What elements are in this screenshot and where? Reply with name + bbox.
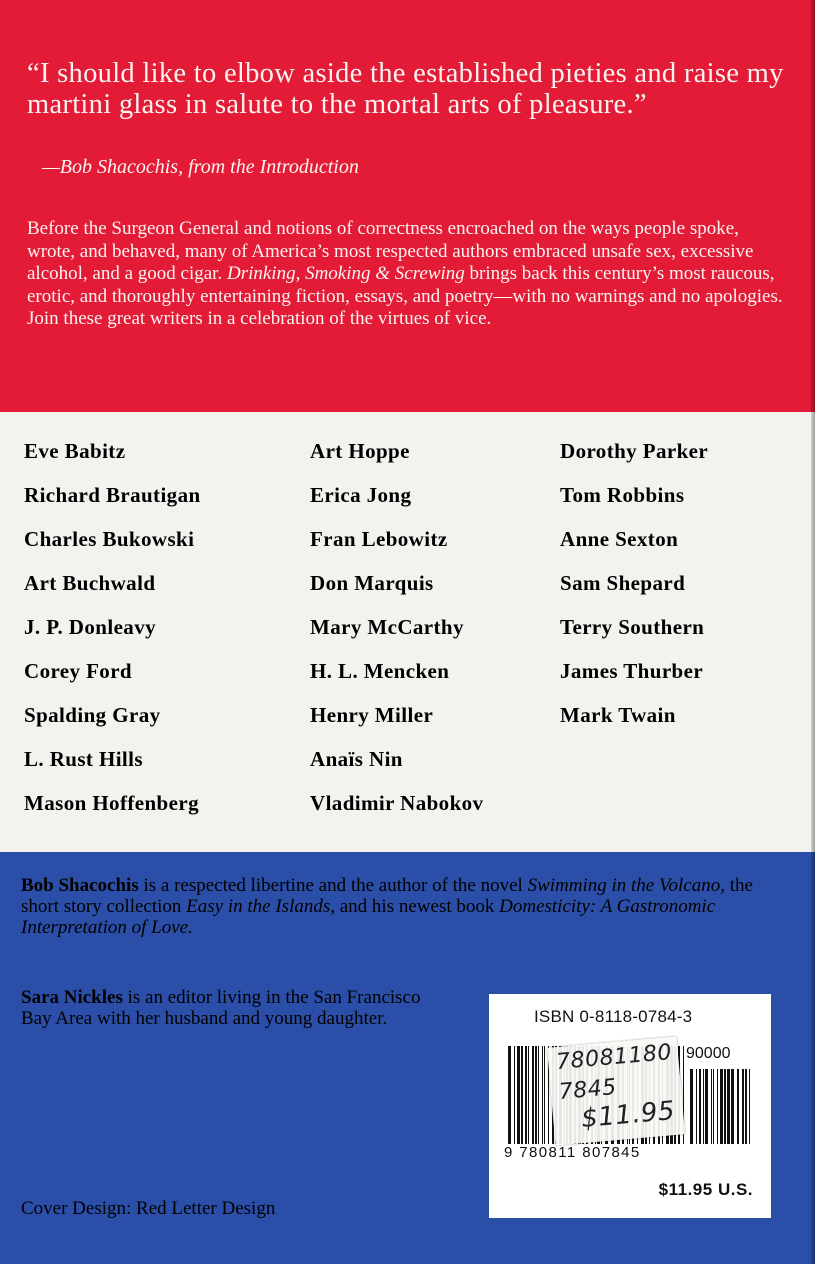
author-name: Art Buchwald [24, 571, 156, 595]
author-name: Tom Robbins [560, 483, 685, 507]
author-name: Dorothy Parker [560, 439, 709, 463]
author-name: Erica Jong [310, 483, 412, 507]
sticker-line: 7845 [557, 1074, 618, 1105]
bio-text: is a respected libertine and the author of the novel [143, 875, 523, 896]
handwritten-price-sticker [547, 1037, 685, 1146]
author-name: Don Marquis [310, 571, 434, 595]
barcode-bar [690, 1069, 693, 1144]
barcode-bar [699, 1069, 701, 1144]
barcode-bar [544, 1046, 545, 1144]
author-name: Charles Bukowski [24, 527, 195, 551]
author-column-1 [24, 437, 201, 833]
barcode-bar [711, 1069, 712, 1144]
author-name: Mary McCarthy [310, 615, 464, 639]
barcode-bar [742, 1069, 744, 1144]
book-description [27, 218, 787, 331]
author-name: Mason Hoffenberg [24, 791, 199, 815]
editor-bio-sara-nickles [21, 987, 451, 1029]
author-column-2 [310, 437, 483, 833]
barcode-bar [713, 1069, 714, 1144]
bio-text: and his newest book [339, 896, 495, 918]
author-name: Sam Shepard [560, 571, 686, 595]
barcode-bar [696, 1069, 697, 1144]
author-name: Anne Sexton [560, 527, 679, 551]
barcode-bar [514, 1046, 515, 1144]
barcode-bar [731, 1069, 734, 1144]
book-title: Drinking, Smoking & Screwing [226, 263, 465, 285]
barcode-bar [535, 1046, 537, 1144]
author-name: Fran Lebowitz [310, 527, 448, 551]
editor-name: Bob Shacochis [21, 875, 139, 896]
barcode-bar [720, 1069, 723, 1144]
description-text-continued: brings back this century’s most raucous, erotic, and thoroughly entertaining fiction, essays, and poetry—with no warnings and no apologies. Join these great writers in a celebration of the virtues of vice. [27, 263, 783, 330]
barcode-bar [532, 1046, 534, 1144]
price-label: $11.95 U.S. [658, 1180, 753, 1199]
barcode-bar [538, 1046, 539, 1144]
author-name: Mark Twain [560, 703, 676, 727]
author-name: Terry Southern [560, 615, 705, 639]
barcode-bar [521, 1046, 523, 1144]
pull-quote: “I should like to elbow aside the established pieties and raise my martini glass in salute to the mortal arts of pleasure.” [27, 58, 784, 120]
barcode-bar [542, 1046, 543, 1144]
page-edge [811, 0, 815, 1264]
book-title: Easy in the Islands, [186, 896, 335, 918]
isbn-label: ISBN 0-8118-0784-3 [534, 1007, 693, 1026]
editor-bio-bob-shacochis [21, 875, 781, 939]
author-name: L. Rust Hills [24, 747, 143, 771]
barcode-bar [727, 1069, 730, 1144]
barcode-bar [517, 1046, 520, 1144]
sticker-line: $11.95 [580, 1095, 677, 1135]
barcode-bar [724, 1069, 726, 1144]
red-band [0, 0, 815, 412]
book-title: Domesticity: A Gastronomic Interpretation of Love. [21, 896, 716, 939]
author-name: H. L. Mencken [310, 659, 450, 683]
author-name: James Thurber [560, 659, 704, 683]
book-title: Swimming in the Volcano, [527, 875, 725, 896]
barcode-bar [703, 1069, 704, 1144]
description-text: Before the Surgeon General and notions of correctness encroached on the ways people spoke, wrote, and behaved, many of America’s most respected authors embraced unsafe sex, excessive alcohol, and a good cigar. [27, 218, 754, 285]
author-name: Vladimir Nabokov [310, 791, 484, 815]
author-name: Corey Ford [24, 659, 133, 683]
bio-text: is an editor living in the San Francisco Bay Area with her husband and young daughter. [21, 987, 421, 1030]
sticker-line: 78081180 [555, 1040, 673, 1076]
price-addon-number: 90000 [686, 1045, 731, 1062]
barcode-bar [528, 1046, 529, 1144]
barcode-bar [745, 1069, 747, 1144]
addon-barcode [690, 1069, 752, 1144]
barcode-bar [717, 1069, 718, 1144]
author-name: Eve Babitz [24, 439, 126, 463]
bio-text: the short story collection [21, 875, 753, 918]
barcode-bar [508, 1046, 511, 1144]
quote-attribution: —Bob Shacochis, from the Introduction [42, 156, 359, 178]
author-name: Richard Brautigan [24, 483, 201, 507]
barcode-bar [705, 1069, 708, 1144]
cover-design-credit: Cover Design: Red Letter Design [21, 1198, 276, 1219]
author-name: Spalding Gray [24, 703, 161, 727]
author-name: Henry Miller [310, 703, 434, 727]
editor-name: Sara Nickles [21, 987, 123, 1008]
author-column-3 [560, 437, 708, 745]
barcode-bar [525, 1046, 527, 1144]
barcode-bar [737, 1069, 739, 1144]
author-name: Anaïs Nin [310, 747, 403, 771]
author-name: Art Hoppe [310, 439, 410, 463]
barcode-panel [489, 994, 771, 1218]
barcode-bar [749, 1069, 750, 1144]
author-name: J. P. Donleavy [24, 615, 156, 639]
ean-digits: 9 780811 807845 [504, 1144, 641, 1161]
